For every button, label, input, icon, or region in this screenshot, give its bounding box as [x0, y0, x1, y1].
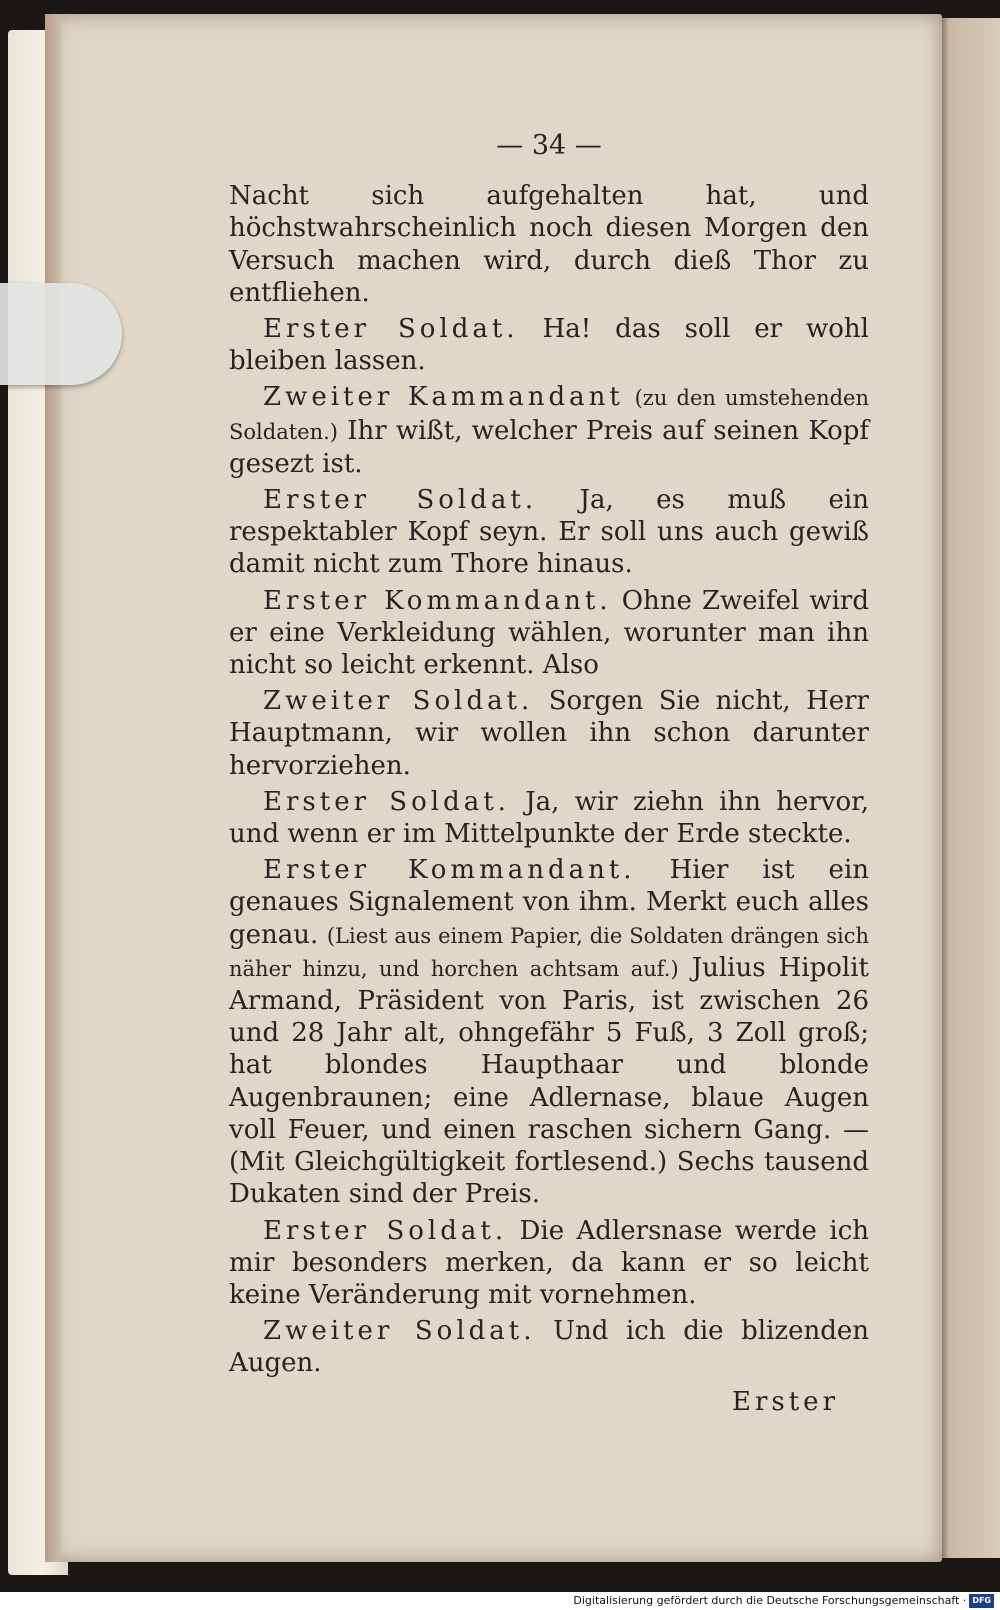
dialogue-text: Hier ist ein genaues Signalement von ihm. Merkt euch alles genau. [229, 855, 870, 950]
stage-direction: (zu den umstehenden Soldaten.) [229, 386, 869, 444]
paragraph [229, 381, 869, 480]
dialogue-text: Julius Hipolit Armand, Präsident von Paris, ist zwischen 26 und 28 Jahr alt, ohngefähr 5 Fuß, 3 Zoll groß; hat blondes Haupthaar und blonde Augenbraunen; eine Adlernase, blaue Augen voll Feuer, und einen raschen sichern Gang. — (Mit Gleichgültigkeit fortlesend.) Sechs tausend Dukaten sind der Preis. [229, 952, 869, 1210]
dialogue-text: Sorgen Sie nicht, Herr Hauptmann, wir wollen ihn schon darunter hervorziehen. [229, 686, 869, 781]
dialogue-text: Ja, wir ziehn ihn hervor, und wenn er im Mittelpunkte der Erde steckte. [229, 786, 870, 850]
stage-direction: (Liest aus einem Papier, die Soldaten drängen sich näher hinzu, und horchen achtsam auf.) [229, 923, 870, 981]
footer-text: Digitalisierung gefördert durch die Deutsche Forschungsgemeinschaft · [573, 1594, 967, 1607]
dialogue-text: Und ich die blizenden Augen. [229, 1316, 869, 1379]
dialogue-text: Ihr wißt, welcher Preis auf seinen Kopf gesezt ist. [229, 415, 870, 479]
paragraph [229, 685, 869, 782]
dialogue-text: Nacht sich aufgehalten hat, und höchstwahrscheinlich noch diesen Morgen den Versuch machen wird, durch dieß Thor zu entfliehen. [229, 181, 869, 308]
paragraph [229, 484, 869, 581]
speaker-name: Zweiter Kammandant [263, 382, 624, 413]
paragraph [229, 1315, 869, 1379]
speaker-name: Erster Soldat. [263, 1215, 508, 1246]
dfg-logo: DFG [969, 1594, 994, 1608]
next-page-edge [938, 18, 1000, 1558]
speaker-name: Erster Soldat. [263, 485, 538, 516]
page-clip [0, 283, 122, 385]
paragraph [229, 313, 869, 377]
speaker-name: Erster Kommandant. [263, 585, 612, 616]
speaker-name: Erster Soldat. [263, 786, 510, 817]
page-number: — 34 — [496, 130, 602, 161]
speaker-name: Erster Kommandant. [263, 855, 636, 886]
speaker-name: Zweiter Soldat. [263, 1316, 536, 1347]
dialogue-text: Ha! das soll er wohl bleiben lassen. [229, 314, 869, 377]
paragraph [229, 585, 869, 682]
paragraph [229, 854, 869, 1210]
speaker-name: Zweiter Soldat. [263, 686, 534, 717]
dialogue-text: Die Adlersnase werde ich mir besonders merken, da kann er so leicht keine Veränderung mit vornehmen. [229, 1215, 870, 1310]
dialogue-text: Ja, es muß ein respektabler Kopf seyn. Er soll uns auch gewiß damit nicht zum Thore hinaus. [229, 485, 869, 580]
paragraph-list [229, 180, 869, 1379]
footer-credit [573, 1592, 994, 1610]
catchword: Erster [731, 1386, 839, 1417]
speaker-name: Erster Soldat. [263, 314, 519, 345]
paragraph [229, 180, 869, 309]
paragraph [229, 1215, 869, 1312]
page-text [229, 130, 869, 1418]
page-gutter [45, 14, 61, 1562]
paragraph [229, 786, 869, 850]
dialogue-text: Ohne Zweifel wird er eine Verkleidung wählen, worunter man ihn nicht so leicht erkennt. Also [229, 585, 869, 681]
